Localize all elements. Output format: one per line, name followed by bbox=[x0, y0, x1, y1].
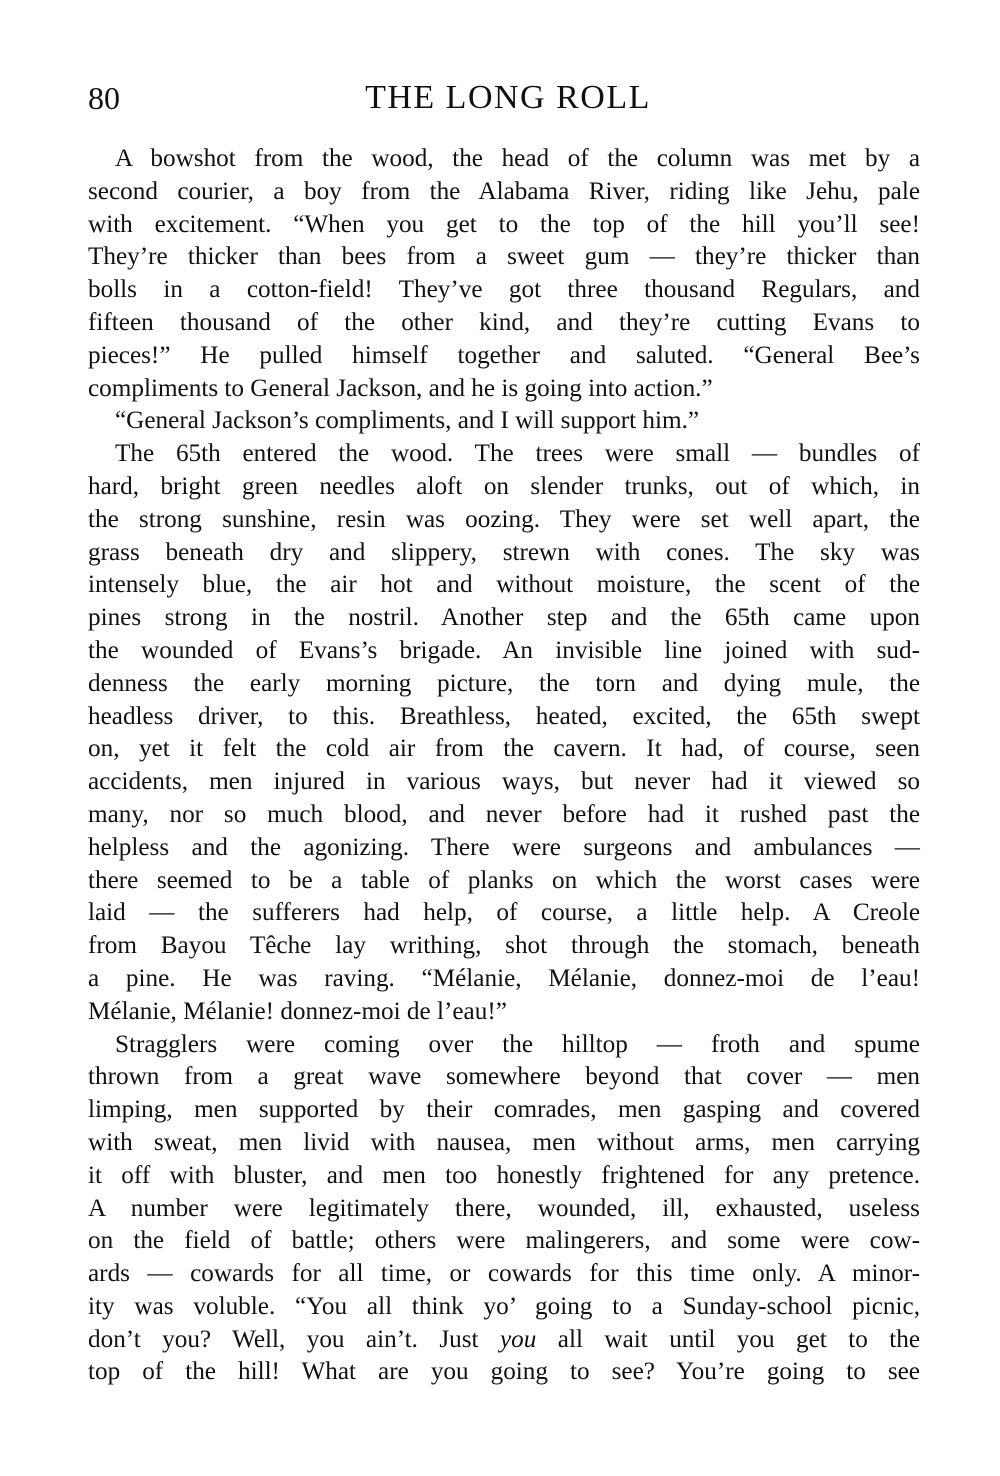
text-line: hard, bright green needles aloft on slender trunks, out of which, in bbox=[88, 472, 920, 500]
text-line: many, nor so much blood, and never before had it rushed past the bbox=[88, 800, 920, 828]
text-line: intensely blue, the air hot and without moisture, the scent of the bbox=[88, 571, 920, 599]
text-line: there seemed to be a table of planks on which the worst cases were bbox=[88, 866, 920, 894]
text-line: helpless and the agonizing. There were surgeons and ambulances — bbox=[88, 833, 920, 861]
text-fragment: don’t you? Well, you ain’t. Just bbox=[88, 1325, 500, 1353]
text-line: A bowshot from the wood, the head of the column was met by a bbox=[115, 145, 920, 172]
text-line: A number were legitimately there, wounded, ill, exhausted, useless bbox=[88, 1194, 920, 1222]
text-line: from Bayou Têche lay writhing, shot through the stomach, beneath bbox=[88, 932, 920, 960]
running-title: THE LONG ROLL bbox=[365, 79, 651, 116]
text-line: top of the hill! What are you going to see? You’re going to see bbox=[88, 1358, 920, 1386]
text-line: pines strong in the nostril. Another step and the 65th came upon bbox=[88, 604, 920, 632]
text-line: second courier, a boy from the Alabama River, riding like Jehu, pale bbox=[88, 177, 920, 205]
text-line: limping, men supported by their comrades, men gasping and covered bbox=[88, 1096, 920, 1124]
text-line: on the field of battle; others were malingerers, and some were cow- bbox=[88, 1227, 920, 1255]
text-line: grass beneath dry and slippery, strewn with cones. The sky was bbox=[88, 538, 920, 566]
text-line: Mélanie, Mélanie! donnez-moi de l’eau!” bbox=[88, 997, 507, 1025]
italic-word: you bbox=[500, 1325, 537, 1353]
text-line: compliments to General Jackson, and he is going into action.” bbox=[88, 374, 713, 402]
text-line: on, yet it felt the cold air from the cavern. It had, of course, seen bbox=[88, 735, 920, 763]
text-fragment: all wait until you get to the bbox=[536, 1325, 921, 1353]
text-line: the strong sunshine, resin was oozing. They were set well apart, the bbox=[88, 505, 920, 533]
text-line: headless driver, to this. Breathless, heated, excited, the 65th swept bbox=[88, 702, 920, 730]
text-line: with sweat, men livid with nausea, men without arms, men carrying bbox=[88, 1128, 920, 1156]
text-line: ards — cowards for all time, or cowards for this time only. A minor- bbox=[88, 1260, 920, 1288]
text-line: accidents, men injured in various ways, but never had it viewed so bbox=[88, 768, 920, 796]
text-line: The 65th entered the wood. The trees were small — bundles of bbox=[115, 440, 920, 468]
text-line: denness the early morning picture, the torn and dying mule, the bbox=[88, 669, 920, 697]
text-line: fifteen thousand of the other kind, and they’re cutting Evans to bbox=[88, 308, 920, 336]
text-line: Stragglers were coming over the hilltop — froth and spume bbox=[115, 1030, 920, 1058]
text-line: the wounded of Evans’s brigade. An invisible line joined with sud- bbox=[88, 636, 920, 664]
text-line-with-italic bbox=[88, 1324, 920, 1357]
text-line: thrown from a great wave somewhere beyond that cover — men bbox=[88, 1063, 920, 1091]
text-line: laid — the sufferers had help, of course, a little help. A Creole bbox=[88, 899, 920, 927]
text-line: They’re thicker than bees from a sweet gum — they’re thicker than bbox=[88, 243, 920, 271]
body-text bbox=[88, 143, 920, 1389]
text-line: ity was voluble. “You all think yo’ going to a Sunday-school picnic, bbox=[88, 1292, 920, 1320]
text-line: “General Jackson’s compliments, and I will support him.” bbox=[115, 407, 700, 435]
text-line: pieces!” He pulled himself together and saluted. “General Bee’s bbox=[88, 341, 920, 369]
text-line: with excitement. “When you get to the top of the hill you’ll see! bbox=[88, 210, 920, 238]
text-line: it off with bluster, and men too honestly frightened for any pretence. bbox=[88, 1161, 920, 1189]
text-line: bolls in a cotton-field! They’ve got three thousand Regulars, and bbox=[88, 276, 920, 304]
text-line: a pine. He was raving. “Mélanie, Mélanie, donnez-moi de l’eau! bbox=[88, 964, 920, 992]
page-header bbox=[88, 78, 920, 122]
page-number: 80 bbox=[88, 80, 120, 116]
